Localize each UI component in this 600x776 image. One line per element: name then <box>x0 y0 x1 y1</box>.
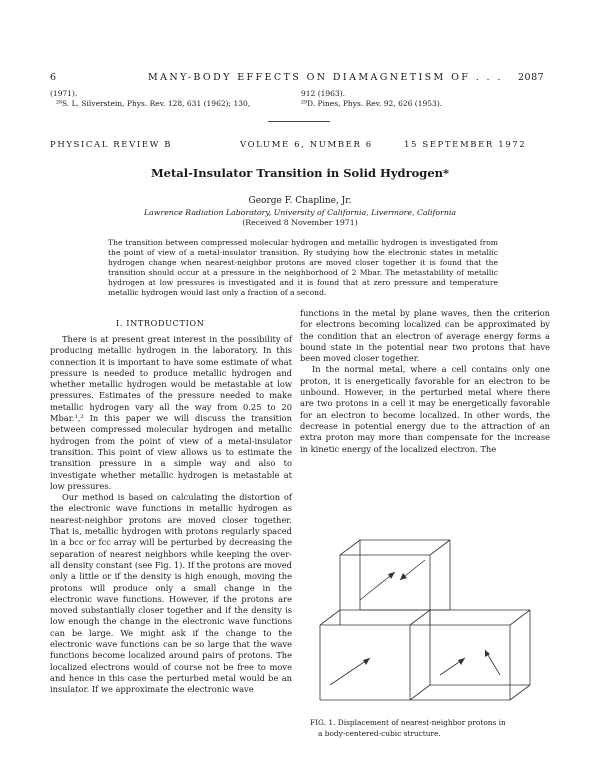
journal-name: PHYSICAL REVIEW B <box>50 140 173 150</box>
right-column <box>300 308 550 455</box>
article-received: (Received 8 November 1971) <box>242 218 358 227</box>
left-column <box>50 334 292 696</box>
page-number-right: 2087 <box>518 72 545 83</box>
proton-displacement-arrows <box>330 560 500 685</box>
right-paragraph-2: In the normal metal, where a cell contains only one proton, it is energetically favorable for an electron to be unbound. However, in the perturbed metal where there are two protons in a cell it may be energetically favorable for an electron to become localized. In other words, the decrease in potential energy due to the attraction of an extra proton may more than compensate for the increase in kinetic energy of the localized electron. The <box>300 364 550 454</box>
running-title: MANY-BODY EFFECTS ON DIAMAGNETISM OF . . . <box>148 72 503 83</box>
article-abstract: The transition between compressed molecular hydrogen and metallic hydrogen is investigated from the point of view of a metal-insulator transition. By studying how the electronic states in metallic hydrogen change when nearest-neighbor protons are moved closer together it is found that the transition should occur at a pressure in the neighborhood of 2 Mbar. The metastability of metallic hydrogen at low pressures is investigated and it is found that at zero pressure and temperature metallic hydrogen would last only a fraction of a second. <box>108 238 498 298</box>
figure-caption-line-2: a body-centered-cubic structure. <box>318 729 441 738</box>
footnote-right-2: ²⁹D. Pines, Phys. Rev. 92, 626 (1953). <box>301 99 443 108</box>
separator-rule <box>268 121 330 122</box>
article-affiliation: Lawrence Radiation Laboratory, University of California, Livermore, California <box>143 208 457 217</box>
footnote-right-1: 912 (1963). <box>301 89 346 98</box>
left-paragraph-2: Our method is based on calculating the distortion of the electronic wave functions in metallic hydrogen as nearest-neighbor protons are moved closer together. That is, metallic hydrogen with protons regularly spaced in a bcc or fcc array will be perturbed by decreasing the separation of nearest neighbors while keeping the over-all density constant (see Fig. 1). If the protons are moved only a little or if the density is high enough, moving the protons will produce only a small change in the electronic wave functions. However, if the protons are moved substantially closer together and if the density is low enough the change in the electronic wave functions can be large. We might ask if the change to the electronic wave functions can be so large that the wave functions become localized around pairs of protons. The localized electrons would of course not be free to move and hence in this case the perturbed metal would be an insulator. If we approximate the electronic wave <box>50 492 292 695</box>
article-title: Metal-Insulator Transition in Solid Hydrogen* <box>150 166 450 180</box>
left-paragraph-1: There is at present great interest in the possibility of producing metallic hydrogen in the laboratory. In this connection it is important to have some estimate of what pressure is needed to produce metallic hydrogen and whether metallic hydrogen would be metastable at low pressures. Estimates of the pressure needed to make metallic hydrogen vary all the way from 0.25 to 20 Mbar.¹,² In this paper we will discuss the transition between compressed molecular hydrogen and metallic hydrogen from the point of view of a metal-insulator transition. This point of view allows us to estimate the transition pressure in a simple way and also to investigate whether metallic hydrogen is metastable at low pressures. <box>50 334 292 491</box>
journal-volume: VOLUME 6, NUMBER 6 <box>240 140 373 150</box>
footnote-left-2: ²⁸S. L. Silverstein, Phys. Rev. 128, 631 (1962); 130, <box>56 99 251 108</box>
footnote-left-1: (1971). <box>50 89 78 98</box>
figure-bcc-lattice <box>300 500 550 725</box>
journal-date: 15 SEPTEMBER 1972 <box>404 140 527 150</box>
figure-caption-line-1: FIG. 1. Displacement of nearest-neighbor protons in <box>310 718 506 727</box>
lattice-edges <box>320 540 530 700</box>
article-author: George F. Chapline, Jr. <box>248 196 352 206</box>
section-heading: I. INTRODUCTION <box>116 318 205 328</box>
right-paragraph-1: functions in the metal by plane waves, then the criterion for electrons becoming localized can be approximated by the condition that an electron of average energy forms a bound state in the potential near two protons that have been moved closer together. <box>300 308 550 364</box>
page-number-left: 6 <box>50 72 57 83</box>
